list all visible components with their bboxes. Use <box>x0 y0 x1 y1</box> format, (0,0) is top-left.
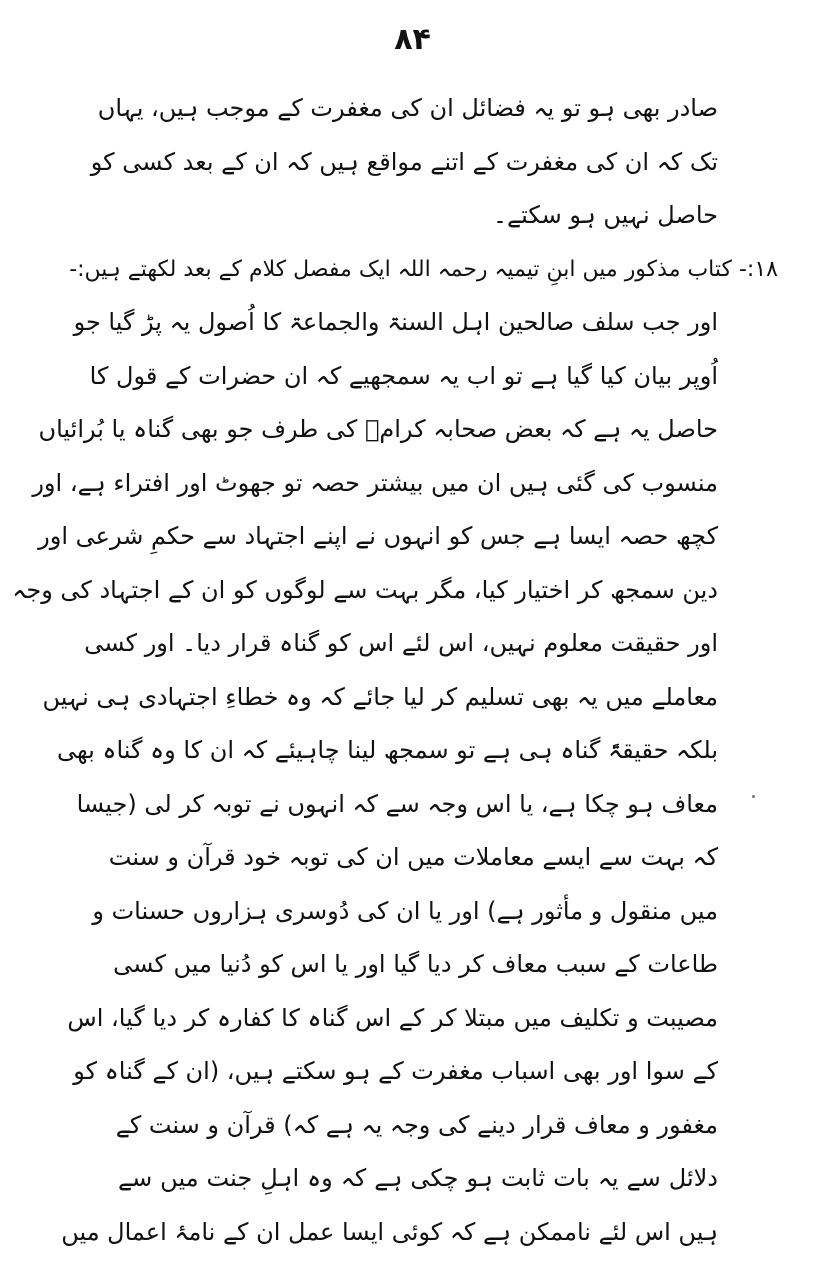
text-line: مغفور و معاف قرار دینے کی وجہ یہ ہے کہ) قرآن و سنت کے <box>115 1110 718 1139</box>
text-line: اُوپر بیان کیا گیا ہے تو اب یہ سمجھیے کہ ان حضرات کے قول کا <box>89 361 718 390</box>
text-line: بلکہ حقیقۃً گناہ ہی ہے تو سمجھ لینا چاہیئے کہ ان کا وہ گناہ بھی <box>57 736 718 764</box>
numbered-paragraph-heading: ۱۸:- کتاب مذکور میں ابنِ تیمیہ رحمہ اللہ ایک مفصل کلام کے بعد لکھتے ہیں:- <box>69 256 778 282</box>
text-line: مصیبت و تکلیف میں مبتلا کر کے اس گناہ کا کفارہ کر دیا گیا، اس <box>67 1003 718 1032</box>
text-line: کہ بہت سے ایسے معاملات میں ان کی توبہ خود قرآن و سنت <box>108 843 718 871</box>
text-line: اور حقیقت معلوم نہیں، اس لئے اس کو گناہ قرار دیا۔ اور کسی <box>84 629 718 657</box>
body-text <box>12 82 778 1259</box>
text-line: حاصل یہ ہے کہ بعض صحابہ کرامؓ کی طرف جو بھی گناہ یا بُرائیاں <box>38 415 718 443</box>
text-line: ہیں اس لئے ناممکن ہے کہ کوئی ایسا عمل ان کے نامۂ اعمال میں <box>61 1217 718 1246</box>
scan-speck <box>752 795 755 798</box>
text-line: طاعات کے سبب معاف کر دیا گیا اور یا اس کو دُنیا میں کسی <box>113 950 718 978</box>
text-line: دین سمجھ کر اختیار کیا، مگر بہت سے لوگوں کو ان کے اجتہاد کی وجہ <box>12 575 718 604</box>
text-line: دلائل سے یہ بات ثابت ہو چکی ہے کہ وہ اہلِ جنت میں سے <box>118 1164 718 1192</box>
text-line: میں منقول و مأثور ہے) اور یا ان کی دُوسری ہزاروں حسنات و <box>92 896 718 925</box>
text-line: صادر بھی ہو تو یہ فضائل ان کی مغفرت کے موجب ہیں، یہاں <box>97 94 718 122</box>
text-line: کچھ حصہ ایسا ہے جس کو انہوں نے اپنے اجتہاد سے حکمِ شرعی اور <box>38 522 718 550</box>
text-line: حاصل نہیں ہو سکتے۔ <box>492 201 718 229</box>
text-line: اور جب سلف صالحین اہل السنۃ والجماعۃ کا اُصول یہ پڑ گیا جو <box>73 308 718 336</box>
text-line: معاف ہو چکا ہے، یا اس وجہ سے کہ انہوں نے توبہ کر لی (جیسا <box>76 789 718 818</box>
text-line: تک کہ ان کی مغفرت کے اتنے مواقع ہیں کہ ان کے بعد کسی کو <box>90 147 718 176</box>
text-line: کے سوا اور بھی اسباب مغفرت کے ہو سکتے ہیں، (ان کے گناہ کو <box>73 1057 718 1085</box>
text-line: معاملے میں یہ بھی تسلیم کر لیا جائے کہ وہ خطاءِ اجتہادی ہی نہیں <box>42 682 718 711</box>
text-line: منسوب کی گئی ہیں ان میں بیشتر حصہ تو جھوٹ اور افتراء ہے، اور <box>32 468 718 497</box>
page-number: ۸۴ <box>394 22 431 57</box>
